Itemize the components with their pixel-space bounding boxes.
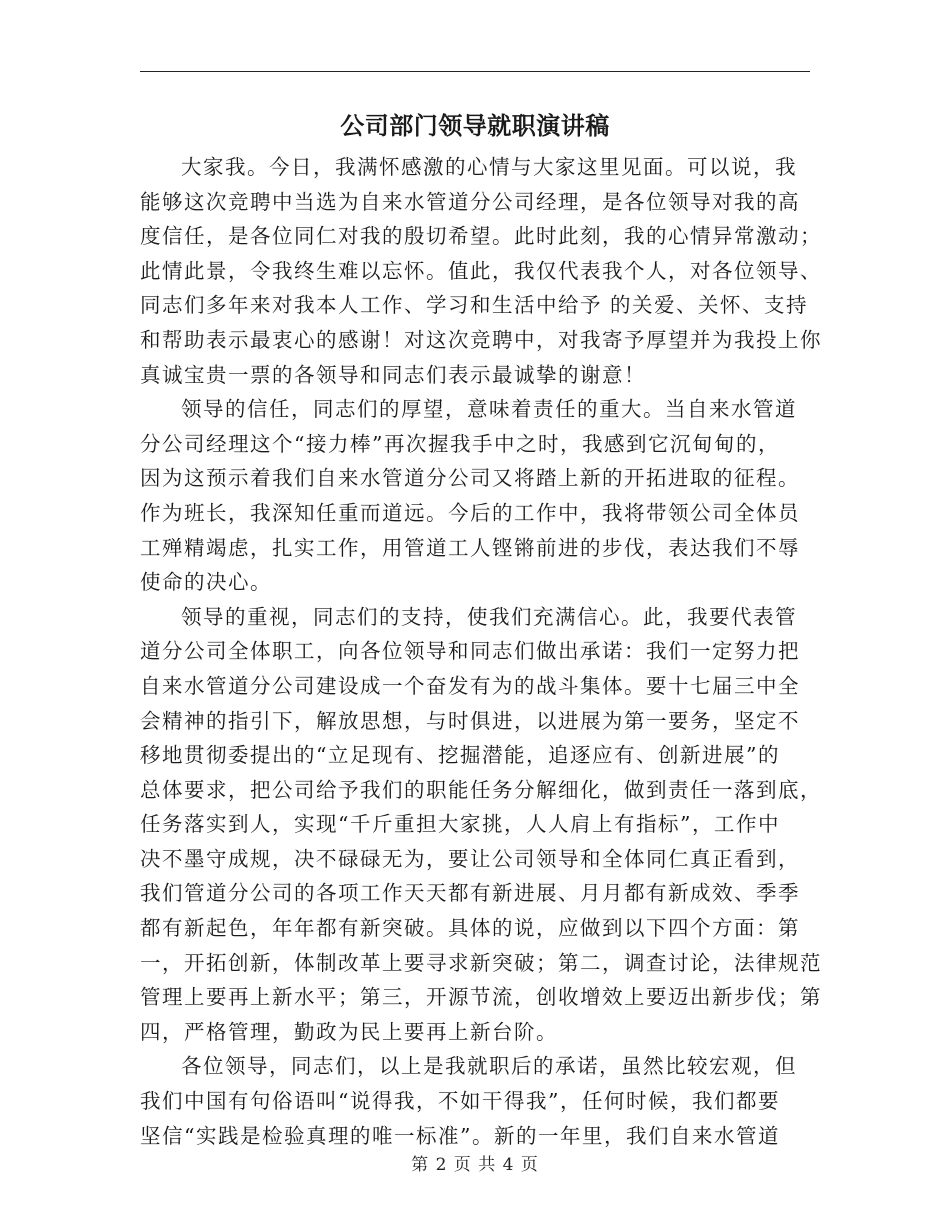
footer-total-pages: 4 — [502, 1155, 515, 1175]
footer-current-page: 2 — [435, 1155, 448, 1175]
paragraph-line: 使命的决心。 — [140, 570, 272, 595]
paragraph-line: 因为这预示着我们自来水管道分公司又将踏上新的开拓进取的征程。 — [140, 466, 800, 491]
paragraph-line: 作为班长，我深知任重而道远。今后的工作中，我将带领公司全体员 — [140, 500, 800, 525]
footer-total-word: 共 — [478, 1155, 497, 1175]
paragraph-line: 四，严格管理，勤政为民上要再上新台阶。 — [140, 1019, 558, 1044]
paragraph-line: 我们管道分公司的各项工作天天都有新进展、月月都有新成效、季季 — [140, 881, 800, 906]
paragraph-line: 我们中国有句俗语叫“说得我，不如干得我”，任何时候，我们都要 — [140, 1089, 780, 1114]
paragraph-line: 工殚精竭虑，扎实工作，用管道工人铿锵前进的步伐，表达我们不辱 — [140, 535, 800, 560]
paragraph-line: 管理上要再上新水平；第三，开源节流，创收增效上要迈出新步伐；第 — [140, 985, 822, 1010]
paragraph — [140, 1049, 800, 1153]
paragraph — [140, 150, 822, 392]
paragraph-line: 决不墨守成规，决不碌碌无为，要让公司领导和全体同仁真正看到， — [140, 846, 800, 871]
paragraph — [140, 600, 822, 1050]
footer-prefix: 第 — [411, 1155, 430, 1175]
paragraph-line: 都有新起色，年年都有新突破。具体的说，应做到以下四个方面：第 — [140, 916, 800, 941]
paragraph-line: 总体要求，把公司给予我们的职能任务分解细化，做到责任一落到底， — [140, 777, 822, 802]
paragraph-line: 真诚宝贵一票的各领导和同志们表示最诚挚的谢意！ — [140, 362, 646, 387]
paragraph-line: 度信任，是各位同仁对我的殷切希望。此时此刻，我的心情异常激动； — [140, 224, 822, 249]
paragraph-line: 道分公司全体职工，向各位领导和同志们做出承诺：我们一定努力把 — [140, 639, 800, 664]
paragraph-line: 坚信“实践是检验真理的唯一标准”。新的一年里，我们自来水管道 — [140, 1123, 780, 1148]
paragraph-line: 会精神的指引下，解放思想，与时俱进，以进展为第一要务，坚定不 — [140, 708, 800, 733]
footer-page-word: 页 — [453, 1155, 472, 1175]
header-divider — [140, 71, 810, 72]
page-footer — [0, 1153, 950, 1177]
paragraph-line: 同志们多年来对我本人工作、学习和生活中给予 的关爱、关怀、支持 — [140, 293, 809, 318]
paragraph-line: 领导的信任，同志们的厚望，意味着责任的重大。当自来水管道 — [181, 397, 797, 422]
paragraph — [140, 392, 800, 600]
paragraph-line: 大家我。今日，我满怀感激的心情与大家这里见面。可以说，我 — [181, 155, 797, 179]
paragraph-line: 各位领导，同志们，以上是我就职后的承诺，虽然比较宏观，但 — [181, 1054, 797, 1079]
document-title: 公司部门领导就职演讲稿 — [340, 112, 610, 140]
paragraph-line: 能够这次竞聘中当选为自来水管道分公司经理，是各位领导对我的高 — [140, 189, 800, 214]
paragraph-line: 和帮助表示最衷心的感谢！对这次竞聘中，对我寄予厚望并为我投上你 — [140, 327, 822, 352]
paragraph-line: 一，开拓创新，体制改革上要寻求新突破；第二，调查讨论，法律规范 — [140, 950, 822, 975]
paragraph-line: 分公司经理这个“接力棒”再次握我手中之时，我感到它沉甸甸的， — [140, 431, 780, 456]
paragraph-line: 自来水管道分公司建设成一个奋发有为的战斗集体。要十七届三中全 — [140, 673, 800, 698]
paragraph-line: 此情此景，令我终生难以忘怀。值此，我仅代表我个人，对各位领导、 — [140, 258, 822, 283]
paragraph-line: 任务落实到人，实现“千斤重担大家挑，人人肩上有指标”，工作中 — [140, 812, 780, 837]
footer-suffix: 页 — [520, 1155, 539, 1175]
paragraph-line: 领导的重视，同志们的支持，使我们充满信心。此，我要代表管 — [181, 604, 797, 629]
document-body — [140, 150, 822, 1153]
paragraph-line: 移地贯彻委提出的“立足现有、挖掘潜能，追逐应有、创新进展”的 — [140, 743, 780, 768]
